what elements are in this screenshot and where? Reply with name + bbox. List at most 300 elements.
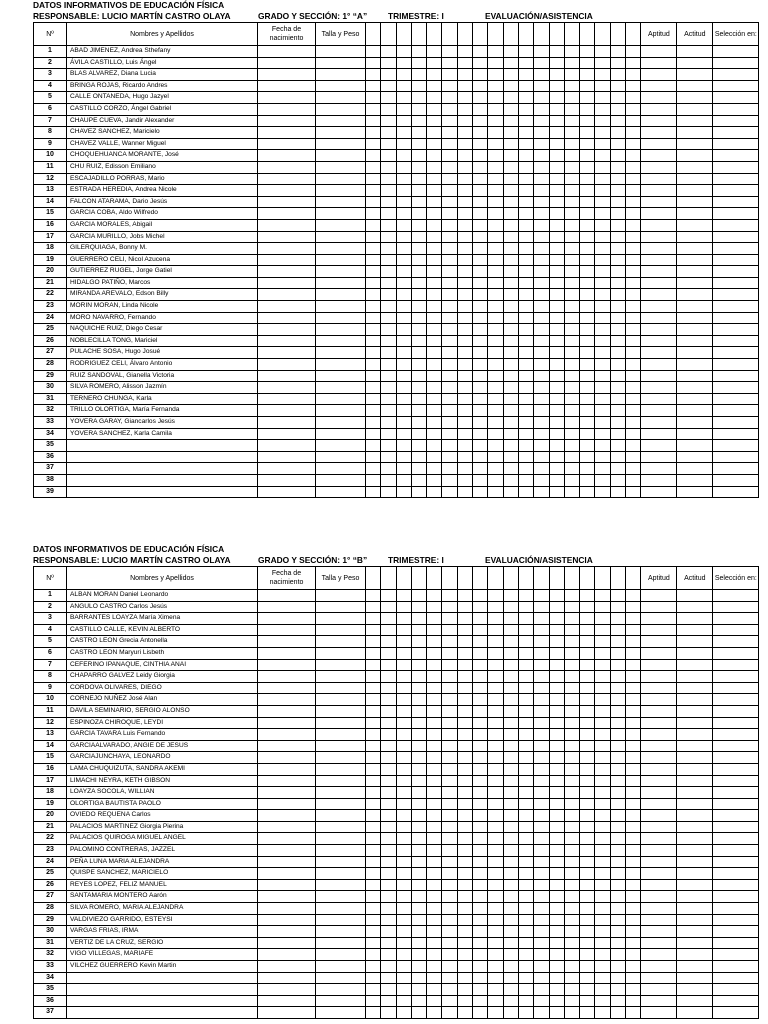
- blank-cell: [677, 208, 713, 220]
- blank-cell: [713, 949, 759, 961]
- table-header-row: [34, 23, 759, 46]
- blank-cell: [580, 382, 595, 394]
- blank-cell: [427, 903, 442, 915]
- blank-cell: [580, 312, 595, 324]
- blank-cell: [503, 243, 518, 255]
- blank-cell: [641, 138, 677, 150]
- blank-cell: [626, 208, 641, 220]
- column-header-aptitud: Aptitud: [641, 23, 677, 46]
- blank-cell: [381, 590, 396, 602]
- blank-cell: [518, 92, 533, 104]
- blank-cell: [564, 393, 579, 405]
- blank-cell: [473, 949, 488, 961]
- table-row: [34, 636, 759, 648]
- blank-cell: [518, 103, 533, 115]
- blank-cell: [258, 115, 316, 127]
- blank-cell: [316, 682, 366, 694]
- blank-cell: [518, 173, 533, 185]
- blank-cell: [534, 324, 549, 336]
- blank-cell: [488, 995, 503, 1007]
- blank-cell: [366, 417, 381, 429]
- blank-cell: [534, 301, 549, 313]
- blank-cell: [503, 428, 518, 440]
- table-row: [34, 810, 759, 822]
- blank-cell: [488, 243, 503, 255]
- blank-cell: [713, 463, 759, 475]
- blank-cell: [503, 208, 518, 220]
- blank-cell: [381, 243, 396, 255]
- blank-cell: [396, 289, 411, 301]
- trimestre-label: TRIMESTRE: I: [388, 555, 444, 565]
- student-name: [67, 474, 258, 486]
- blank-cell: [381, 682, 396, 694]
- blank-cell: [316, 451, 366, 463]
- blank-cell: [713, 474, 759, 486]
- blank-cell: [258, 46, 316, 58]
- blank-cell: [457, 810, 472, 822]
- blank-cell: [677, 752, 713, 764]
- blank-cell: [713, 208, 759, 220]
- blank-cell: [366, 289, 381, 301]
- blank-cell: [427, 463, 442, 475]
- blank-cell: [442, 1007, 457, 1019]
- blank-cell: [316, 590, 366, 602]
- blank-cell: [534, 451, 549, 463]
- blank-cell: [641, 647, 677, 659]
- blank-cell: [503, 671, 518, 683]
- blank-cell: [258, 69, 316, 81]
- blank-cell: [488, 312, 503, 324]
- blank-cell: [366, 231, 381, 243]
- blank-cell: [677, 961, 713, 973]
- blank-cell: [580, 185, 595, 197]
- blank-cell: [549, 763, 564, 775]
- blank-cell: [677, 347, 713, 359]
- row-number: 4: [34, 624, 67, 636]
- row-number: 17: [34, 231, 67, 243]
- column-header-evaluation: [564, 567, 579, 590]
- blank-cell: [534, 150, 549, 162]
- blank-cell: [442, 208, 457, 220]
- column-header-evaluation: [503, 23, 518, 46]
- blank-cell: [473, 717, 488, 729]
- blank-cell: [626, 185, 641, 197]
- blank-cell: [381, 185, 396, 197]
- blank-cell: [396, 80, 411, 92]
- blank-cell: [396, 995, 411, 1007]
- blank-cell: [411, 833, 426, 845]
- blank-cell: [518, 463, 533, 475]
- blank-cell: [580, 208, 595, 220]
- blank-cell: [411, 717, 426, 729]
- blank-cell: [427, 382, 442, 394]
- blank-cell: [488, 833, 503, 845]
- blank-cell: [381, 659, 396, 671]
- blank-cell: [713, 961, 759, 973]
- blank-cell: [366, 926, 381, 938]
- blank-cell: [457, 740, 472, 752]
- blank-cell: [641, 961, 677, 973]
- blank-cell: [427, 995, 442, 1007]
- student-name: PULACHE SOSA, Hugo Josué: [67, 347, 258, 359]
- blank-cell: [713, 590, 759, 602]
- blank-cell: [534, 115, 549, 127]
- blank-cell: [411, 324, 426, 336]
- blank-cell: [366, 335, 381, 347]
- blank-cell: [316, 277, 366, 289]
- blank-cell: [258, 266, 316, 278]
- blank-cell: [488, 775, 503, 787]
- blank-cell: [366, 821, 381, 833]
- blank-cell: [411, 914, 426, 926]
- blank-cell: [442, 914, 457, 926]
- student-name: CHAUPE CUEVA, Jandir Alexander: [67, 115, 258, 127]
- blank-cell: [677, 428, 713, 440]
- blank-cell: [442, 277, 457, 289]
- blank-cell: [641, 891, 677, 903]
- blank-cell: [610, 879, 625, 891]
- blank-cell: [534, 601, 549, 613]
- blank-cell: [595, 671, 610, 683]
- blank-cell: [626, 752, 641, 764]
- blank-cell: [518, 613, 533, 625]
- blank-cell: [518, 359, 533, 371]
- blank-cell: [626, 879, 641, 891]
- row-number: 9: [34, 138, 67, 150]
- blank-cell: [626, 127, 641, 139]
- blank-cell: [488, 613, 503, 625]
- blank-cell: [595, 115, 610, 127]
- blank-cell: [457, 995, 472, 1007]
- blank-cell: [366, 868, 381, 880]
- blank-cell: [626, 451, 641, 463]
- blank-cell: [641, 440, 677, 452]
- blank-cell: [580, 115, 595, 127]
- blank-cell: [427, 636, 442, 648]
- blank-cell: [580, 266, 595, 278]
- blank-cell: [427, 115, 442, 127]
- blank-cell: [503, 949, 518, 961]
- blank-cell: [518, 428, 533, 440]
- blank-cell: [564, 972, 579, 984]
- blank-cell: [381, 382, 396, 394]
- blank-cell: [610, 115, 625, 127]
- blank-cell: [610, 984, 625, 996]
- row-number: 23: [34, 301, 67, 313]
- student-name: REYES LOPEZ, FELIZ MANUEL: [67, 879, 258, 891]
- blank-cell: [534, 417, 549, 429]
- blank-cell: [626, 243, 641, 255]
- blank-cell: [610, 624, 625, 636]
- blank-cell: [503, 833, 518, 845]
- row-number: 23: [34, 845, 67, 857]
- row-number: 20: [34, 266, 67, 278]
- blank-cell: [442, 613, 457, 625]
- blank-cell: [488, 451, 503, 463]
- blank-cell: [564, 173, 579, 185]
- blank-cell: [595, 138, 610, 150]
- blank-cell: [488, 173, 503, 185]
- blank-cell: [316, 208, 366, 220]
- blank-cell: [677, 984, 713, 996]
- blank-cell: [549, 1007, 564, 1019]
- blank-cell: [316, 312, 366, 324]
- blank-cell: [534, 46, 549, 58]
- blank-cell: [396, 671, 411, 683]
- blank-cell: [580, 833, 595, 845]
- blank-cell: [366, 173, 381, 185]
- row-number: 8: [34, 127, 67, 139]
- blank-cell: [381, 972, 396, 984]
- blank-cell: [641, 868, 677, 880]
- column-header-evaluation: [595, 567, 610, 590]
- blank-cell: [411, 613, 426, 625]
- blank-cell: [641, 127, 677, 139]
- student-name: [67, 463, 258, 475]
- blank-cell: [411, 393, 426, 405]
- blank-cell: [488, 196, 503, 208]
- blank-cell: [411, 694, 426, 706]
- blank-cell: [442, 92, 457, 104]
- table-row: [34, 682, 759, 694]
- blank-cell: [316, 57, 366, 69]
- blank-cell: [713, 428, 759, 440]
- blank-cell: [713, 868, 759, 880]
- blank-cell: [518, 1007, 533, 1019]
- blank-cell: [503, 775, 518, 787]
- blank-cell: [316, 359, 366, 371]
- student-name: YOVERA SANCHEZ, Karla Camila: [67, 428, 258, 440]
- blank-cell: [366, 80, 381, 92]
- student-name: GARCIA COBA, Aldo Wilfredo: [67, 208, 258, 220]
- table-row: [34, 821, 759, 833]
- blank-cell: [549, 80, 564, 92]
- blank-cell: [713, 335, 759, 347]
- blank-cell: [442, 150, 457, 162]
- blank-cell: [626, 787, 641, 799]
- blank-cell: [457, 821, 472, 833]
- blank-cell: [626, 833, 641, 845]
- blank-cell: [713, 671, 759, 683]
- blank-cell: [534, 879, 549, 891]
- table-row: [34, 937, 759, 949]
- blank-cell: [427, 972, 442, 984]
- blank-cell: [534, 821, 549, 833]
- row-number: 22: [34, 833, 67, 845]
- blank-cell: [549, 961, 564, 973]
- blank-cell: [518, 972, 533, 984]
- blank-cell: [518, 266, 533, 278]
- blank-cell: [595, 277, 610, 289]
- blank-cell: [713, 763, 759, 775]
- blank-cell: [503, 763, 518, 775]
- blank-cell: [457, 856, 472, 868]
- blank-cell: [595, 937, 610, 949]
- blank-cell: [258, 312, 316, 324]
- blank-cell: [411, 995, 426, 1007]
- blank-cell: [610, 127, 625, 139]
- blank-cell: [473, 243, 488, 255]
- blank-cell: [713, 196, 759, 208]
- row-number: 1: [34, 46, 67, 58]
- blank-cell: [411, 312, 426, 324]
- blank-cell: [580, 335, 595, 347]
- table-row: [34, 590, 759, 602]
- table-row: [34, 914, 759, 926]
- blank-cell: [396, 69, 411, 81]
- blank-cell: [457, 57, 472, 69]
- blank-cell: [457, 208, 472, 220]
- blank-cell: [473, 486, 488, 498]
- student-name: ALBAN MORAN Daniel Leonardo: [67, 590, 258, 602]
- column-header-evaluation: [518, 23, 533, 46]
- blank-cell: [641, 277, 677, 289]
- blank-cell: [503, 173, 518, 185]
- grado-seccion-label: GRADO Y SECCIÓN: 1° “B”: [258, 555, 368, 565]
- blank-cell: [713, 138, 759, 150]
- blank-cell: [457, 787, 472, 799]
- blank-cell: [564, 613, 579, 625]
- blank-cell: [316, 752, 366, 764]
- blank-cell: [626, 636, 641, 648]
- blank-cell: [381, 103, 396, 115]
- evaluacion-label: EVALUACIÓN/ASISTENCIA: [485, 11, 593, 21]
- blank-cell: [518, 961, 533, 973]
- blank-cell: [713, 359, 759, 371]
- blank-cell: [595, 266, 610, 278]
- blank-cell: [396, 219, 411, 231]
- blank-cell: [258, 868, 316, 880]
- blank-cell: [396, 196, 411, 208]
- blank-cell: [580, 856, 595, 868]
- blank-cell: [641, 196, 677, 208]
- blank-cell: [534, 740, 549, 752]
- blank-cell: [503, 984, 518, 996]
- blank-cell: [518, 845, 533, 857]
- blank-cell: [564, 787, 579, 799]
- blank-cell: [366, 937, 381, 949]
- blank-cell: [713, 926, 759, 938]
- blank-cell: [626, 717, 641, 729]
- blank-cell: [534, 705, 549, 717]
- blank-cell: [427, 301, 442, 313]
- blank-cell: [258, 740, 316, 752]
- blank-cell: [427, 798, 442, 810]
- blank-cell: [457, 173, 472, 185]
- blank-cell: [427, 347, 442, 359]
- blank-cell: [411, 798, 426, 810]
- blank-cell: [713, 301, 759, 313]
- blank-cell: [411, 254, 426, 266]
- blank-cell: [564, 161, 579, 173]
- blank-cell: [677, 590, 713, 602]
- blank-cell: [258, 127, 316, 139]
- blank-cell: [381, 335, 396, 347]
- blank-cell: [610, 590, 625, 602]
- blank-cell: [580, 92, 595, 104]
- blank-cell: [258, 417, 316, 429]
- blank-cell: [396, 301, 411, 313]
- blank-cell: [442, 289, 457, 301]
- blank-cell: [473, 289, 488, 301]
- blank-cell: [534, 729, 549, 741]
- blank-cell: [381, 810, 396, 822]
- blank-cell: [473, 810, 488, 822]
- blank-cell: [641, 463, 677, 475]
- blank-cell: [534, 347, 549, 359]
- blank-cell: [442, 949, 457, 961]
- blank-cell: [427, 717, 442, 729]
- blank-cell: [626, 138, 641, 150]
- blank-cell: [316, 705, 366, 717]
- blank-cell: [381, 347, 396, 359]
- blank-cell: [641, 856, 677, 868]
- blank-cell: [457, 219, 472, 231]
- blank-cell: [713, 636, 759, 648]
- blank-cell: [677, 705, 713, 717]
- blank-cell: [580, 451, 595, 463]
- blank-cell: [534, 103, 549, 115]
- blank-cell: [641, 590, 677, 602]
- blank-cell: [366, 914, 381, 926]
- blank-cell: [641, 717, 677, 729]
- trimestre-label: TRIMESTRE: I: [388, 11, 444, 21]
- blank-cell: [534, 1007, 549, 1019]
- blank-cell: [503, 231, 518, 243]
- blank-cell: [411, 821, 426, 833]
- blank-cell: [518, 729, 533, 741]
- blank-cell: [258, 393, 316, 405]
- blank-cell: [564, 243, 579, 255]
- blank-cell: [396, 486, 411, 498]
- blank-cell: [549, 636, 564, 648]
- blank-cell: [488, 705, 503, 717]
- blank-cell: [610, 208, 625, 220]
- blank-cell: [442, 856, 457, 868]
- blank-cell: [366, 740, 381, 752]
- blank-cell: [518, 659, 533, 671]
- column-header-evaluation: [488, 567, 503, 590]
- blank-cell: [488, 463, 503, 475]
- blank-cell: [713, 69, 759, 81]
- table-row: [34, 729, 759, 741]
- blank-cell: [549, 694, 564, 706]
- blank-cell: [473, 775, 488, 787]
- blank-cell: [641, 161, 677, 173]
- row-number: 25: [34, 324, 67, 336]
- blank-cell: [595, 173, 610, 185]
- blank-cell: [564, 856, 579, 868]
- blank-cell: [442, 879, 457, 891]
- blank-cell: [411, 161, 426, 173]
- blank-cell: [258, 219, 316, 231]
- blank-cell: [396, 150, 411, 162]
- column-header-birthdate: Fecha de nacimiento: [258, 567, 316, 590]
- blank-cell: [442, 231, 457, 243]
- blank-cell: [549, 428, 564, 440]
- blank-cell: [713, 243, 759, 255]
- blank-cell: [381, 138, 396, 150]
- student-name: ESCAJADILLO PORRAS, Mario: [67, 173, 258, 185]
- blank-cell: [518, 752, 533, 764]
- blank-cell: [427, 729, 442, 741]
- blank-cell: [549, 208, 564, 220]
- table-row: [34, 127, 759, 139]
- blank-cell: [316, 903, 366, 915]
- column-header-evaluation: [396, 23, 411, 46]
- blank-cell: [641, 359, 677, 371]
- blank-cell: [411, 705, 426, 717]
